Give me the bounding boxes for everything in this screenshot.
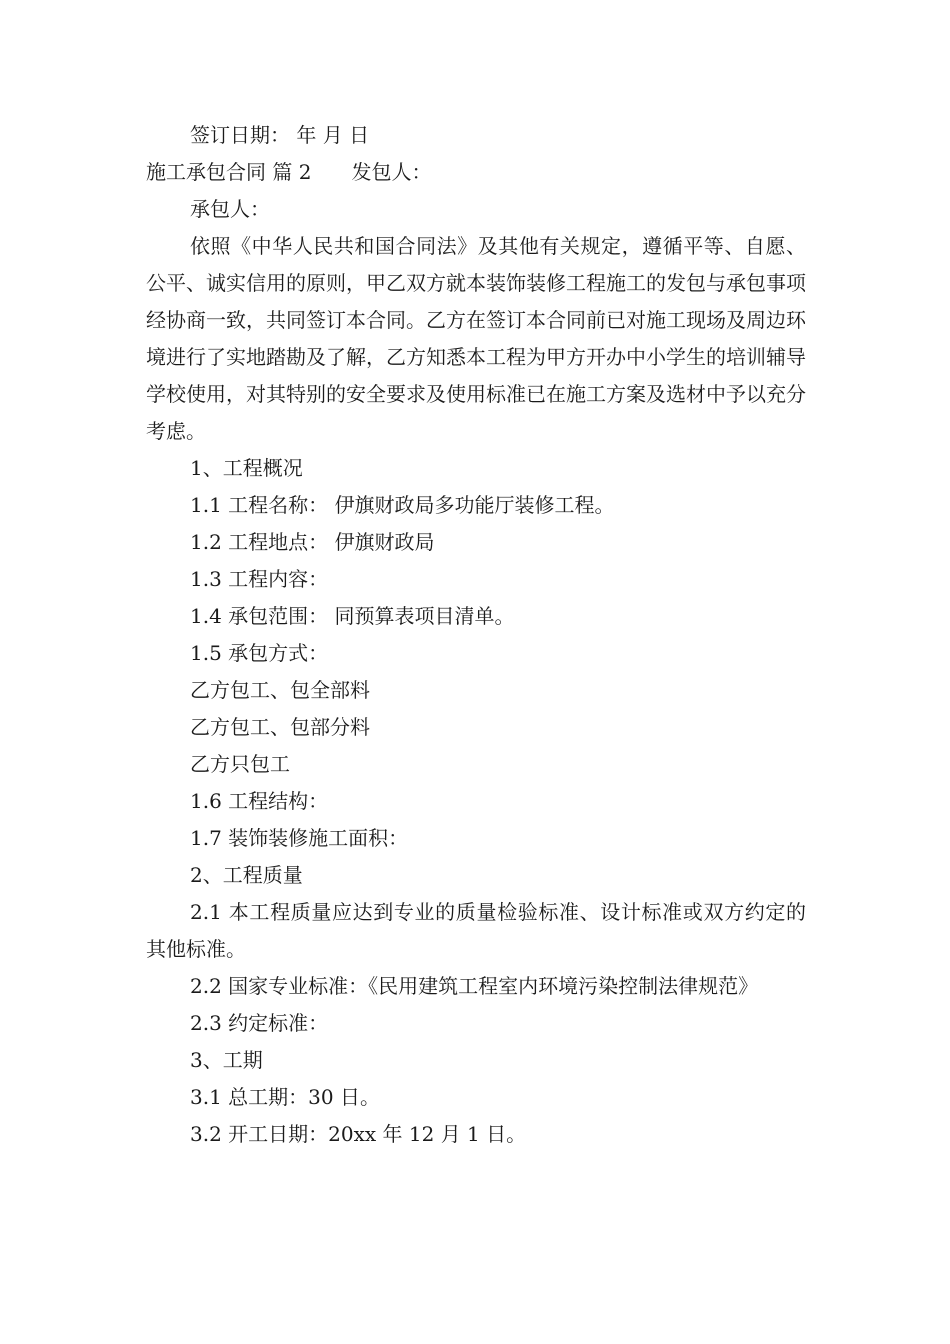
heading-duration: 3、工期 — [190, 1048, 263, 1072]
contractor-label: 承包人： — [190, 197, 270, 221]
sign-date: 签订日期： 年 月 日 — [190, 123, 370, 147]
item-3-2: 3.2 开工日期：20xx 年 12 月 1 日。 — [190, 1122, 527, 1146]
item-1-2: 1.2 工程地点： 伊旗财政局 — [190, 530, 435, 554]
item-3-1: 3.1 总工期：30 日。 — [190, 1085, 380, 1109]
option-full-materials: 乙方包工、包全部料 — [190, 678, 370, 702]
option-partial-materials: 乙方包工、包部分料 — [190, 715, 370, 739]
intro-paragraph: 依照《中华人民共和国合同法》及其他有关规定，遵循平等、自愿、公平、诚实信用的原则，甲乙双方就本装饰装修工程施工的发包与承包事项经协商一致，共同签订本合同。乙方在签订本合同前已对施工现场及周边环境进行了实地踏勘及了解，乙方知悉本工程为甲方开办中小学生的培训辅导学校使用，对其特别的安全要求及使用标准已在施工方案及选材中予以充分考虑。 — [146, 234, 806, 443]
item-1-1: 1.1 工程名称： 伊旗财政局多功能厅装修工程。 — [190, 493, 615, 517]
item-1-6: 1.6 工程结构： — [190, 789, 329, 813]
item-2-1: 2.1 本工程质量应达到专业的质量检验标准、设计标准或双方约定的其他标准。 — [146, 900, 806, 961]
option-labor-only: 乙方只包工 — [190, 752, 290, 776]
item-1-7: 1.7 装饰装修施工面积： — [190, 826, 409, 850]
item-2-3: 2.3 约定标准： — [190, 1011, 329, 1035]
section-heading — [146, 154, 806, 191]
item-2-2: 2.2 国家专业标准：《民用建筑工程室内环境污染控制法律规范》 — [190, 974, 759, 998]
item-1-5: 1.5 承包方式： — [190, 641, 329, 665]
item-1-4: 1.4 承包范围： 同预算表项目清单。 — [190, 604, 515, 628]
item-1-3: 1.3 工程内容： — [190, 567, 329, 591]
section-title: 施工承包合同 篇 2 — [146, 160, 312, 184]
heading-quality: 2、工程质量 — [190, 863, 303, 887]
document-body — [146, 117, 806, 1153]
heading-project-overview: 1、工程概况 — [190, 456, 303, 480]
employer-label: 发包人： — [351, 160, 432, 184]
